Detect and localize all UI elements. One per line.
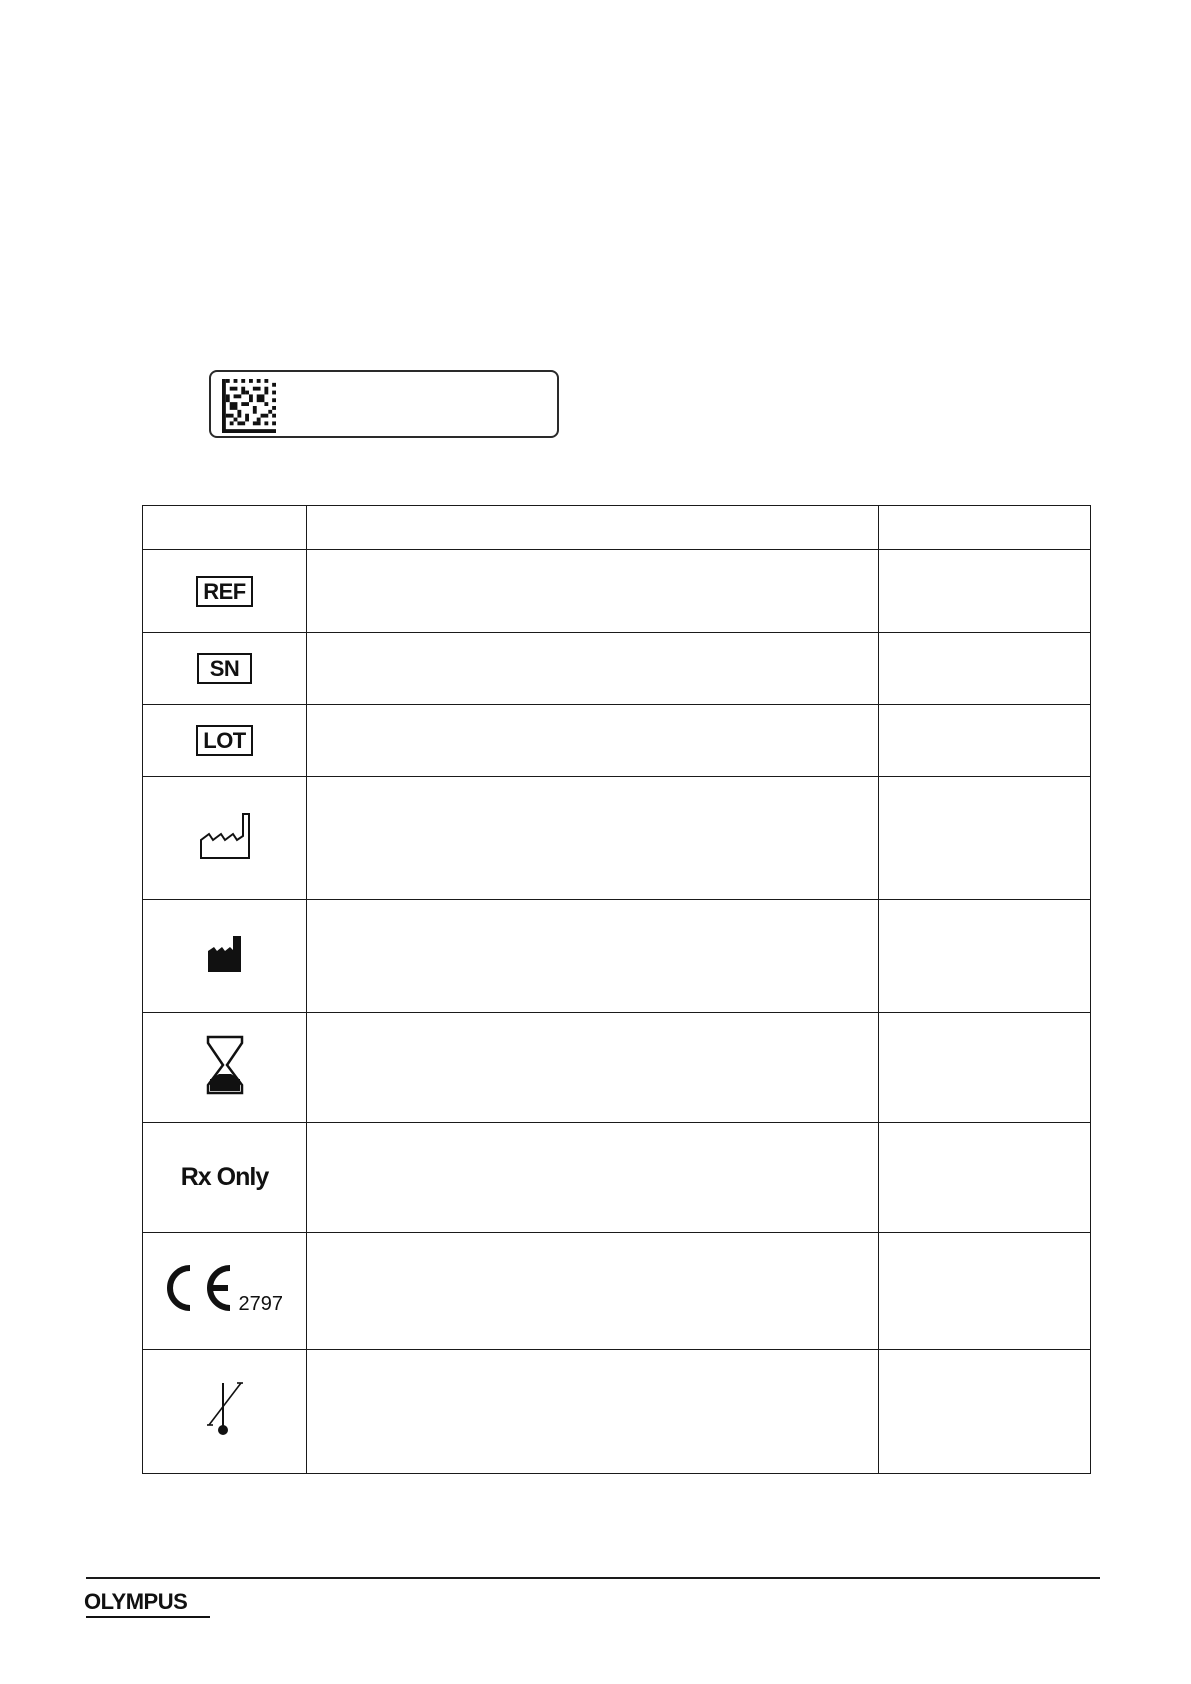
symbol-cell — [143, 900, 307, 1013]
table-row — [143, 1013, 1091, 1123]
reference-cell — [879, 1233, 1091, 1350]
logo-underline — [86, 1616, 210, 1618]
reference-cell — [879, 1123, 1091, 1233]
table-row — [143, 900, 1091, 1013]
description-cell — [307, 900, 879, 1013]
table-row — [143, 705, 1091, 777]
description-cell — [307, 633, 879, 705]
description-cell — [307, 705, 879, 777]
table-row — [143, 633, 1091, 705]
table-row — [143, 777, 1091, 900]
temperature-limit-icon — [205, 1381, 245, 1437]
reference-cell — [879, 1013, 1091, 1123]
notified-body-number: 2797 — [238, 1292, 283, 1315]
symbol-cell — [143, 1233, 307, 1350]
symbol-cell — [143, 705, 307, 777]
table-row — [143, 550, 1091, 633]
reference-cell — [879, 777, 1091, 900]
header-description — [307, 506, 879, 550]
symbol-cell — [143, 550, 307, 633]
description-cell — [307, 1233, 879, 1350]
reference-cell — [879, 633, 1091, 705]
reference-cell — [879, 1350, 1091, 1474]
manufacturer-icon — [207, 935, 243, 973]
description-cell — [307, 1123, 879, 1233]
reference-cell — [879, 550, 1091, 633]
data-matrix-icon — [221, 379, 277, 433]
symbol-cell — [143, 777, 307, 900]
description-cell — [307, 1013, 879, 1123]
footer-divider — [86, 1577, 1100, 1579]
description-cell — [307, 1350, 879, 1474]
date-of-manufacture-icon — [199, 812, 251, 860]
header-reference — [879, 506, 1091, 550]
symbol-cell — [143, 1350, 307, 1474]
description-cell — [307, 777, 879, 900]
symbol-cell — [143, 1013, 307, 1123]
header-symbol — [143, 506, 307, 550]
reference-cell — [879, 900, 1091, 1013]
use-by-date-icon — [206, 1035, 244, 1095]
symbol-cell — [143, 1123, 307, 1233]
olympus-logo: OLYMPUS — [84, 1589, 188, 1614]
table-header-row — [143, 506, 1091, 550]
ce-mark — [163, 1259, 287, 1319]
table-row — [143, 1233, 1091, 1350]
sn-symbol: SN — [197, 653, 253, 684]
ce-mark-icon — [163, 1265, 235, 1311]
table-row — [143, 1350, 1091, 1474]
reference-cell — [879, 705, 1091, 777]
lot-symbol: LOT — [196, 725, 253, 756]
ref-symbol: REF — [196, 576, 253, 607]
description-cell — [307, 550, 879, 633]
rx-only-symbol: Rx Only — [180, 1163, 269, 1191]
symbol-cell — [143, 633, 307, 705]
label-preview — [209, 370, 559, 438]
symbols-table — [142, 505, 1091, 1474]
table-row — [143, 1123, 1091, 1233]
